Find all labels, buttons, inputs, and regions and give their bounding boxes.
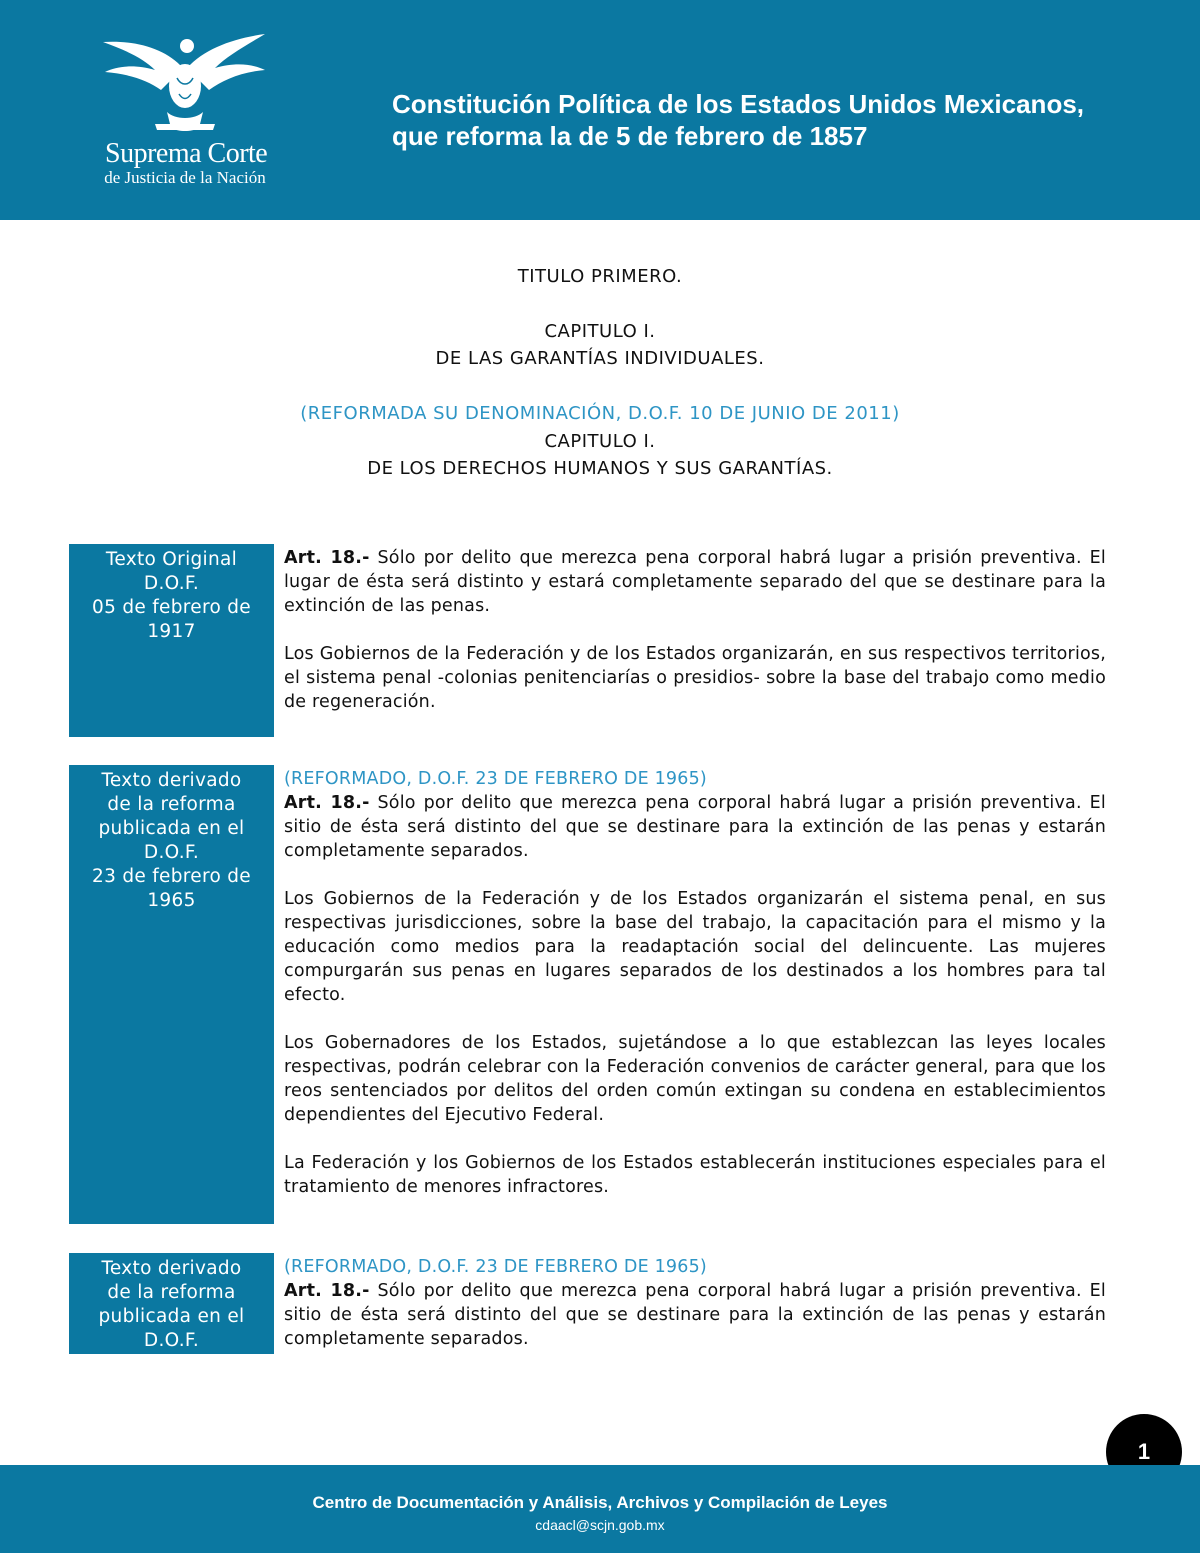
title-line-2: que reforma la de 5 de febrero de 1857 xyxy=(392,121,868,151)
article-number: Art. 18.- xyxy=(284,548,370,568)
label-line: de la reforma xyxy=(107,1282,236,1303)
article-paragraph: Los Gobiernos de la Federación y de los Estados organizarán el sistema penal, en sus respectivas jurisdicciones, sobre la base del trabajo, la capacitación para el mismo y la educación como medios para la readaptación social del delincuente. Las mujeres compurgarán sus penas en lugares separados de los destinados a los hombres para tal efecto. xyxy=(284,889,1106,1005)
section-label xyxy=(69,1253,274,1354)
article-text: Sólo por delito que merezca pena corporal habrá lugar a prisión preventiva. El sitio de ésta será distinto del que se destinare para la extinción de las penas y estarán completamente separados. xyxy=(284,793,1106,861)
article-paragraph: Los Gobernadores de los Estados, sujetándose a lo que establezcan las leyes locales respectivas, podrán celebrar con la Federación convenios de carácter general, para que los reos sentenciados por delitos del orden común extingan su condena en establecimientos dependientes del Ejecutivo Federal. xyxy=(284,1033,1106,1125)
label-line: Texto derivado xyxy=(101,1258,242,1279)
page-number-badge: 1 xyxy=(1106,1414,1182,1490)
capitulo-heading: CAPITULO I. xyxy=(544,321,656,342)
reform-note-heading: (REFORMADA SU DENOMINACIÓN, D.O.F. 10 DE JUNIO DE 2011) xyxy=(300,403,900,424)
section-content xyxy=(284,546,1106,714)
label-line: Texto derivado xyxy=(101,770,242,791)
footer-title: Centro de Documentación y Análisis, Archivos y Compilación de Leyes xyxy=(312,1493,888,1512)
document-title xyxy=(392,88,1172,152)
label-line: D.O.F. xyxy=(143,842,200,863)
footer-email: cdaacl@scjn.gob.mx xyxy=(535,1517,665,1533)
article-paragraph: La Federación y los Gobiernos de los Estados establecerán instituciones especiales para el tratamiento de menores infractores. xyxy=(284,1153,1106,1197)
page-footer xyxy=(0,1465,1200,1553)
label-line: D.O.F. xyxy=(143,1330,200,1351)
reform-note: (REFORMADO, D.O.F. 23 DE FEBRERO DE 1965) xyxy=(284,769,707,789)
reform-note: (REFORMADO, D.O.F. 23 DE FEBRERO DE 1965) xyxy=(284,1257,707,1277)
label-line: 1965 xyxy=(147,890,196,911)
scjn-logo xyxy=(95,28,275,188)
article-text: Sólo por delito que merezca pena corporal habrá lugar a prisión preventiva. El sitio de ésta será distinto del que se destinare para la extinción de las penas y estarán completamente separados. xyxy=(284,1281,1106,1349)
article-number: Art. 18.- xyxy=(284,1281,370,1301)
capitulo-name-reformed: DE LOS DERECHOS HUMANOS Y SUS GARANTÍAS. xyxy=(367,458,833,479)
section-content xyxy=(284,1255,1106,1351)
section-label xyxy=(69,765,274,1224)
eagle-emblem-icon xyxy=(95,28,275,138)
label-line: Texto Original xyxy=(105,549,238,570)
label-line: publicada en el xyxy=(98,1306,245,1327)
article-number: Art. 18.- xyxy=(284,793,370,813)
page-header xyxy=(0,0,1200,220)
capitulo-heading-reformed: CAPITULO I. xyxy=(544,431,656,452)
label-line: de la reforma xyxy=(107,794,236,815)
label-line: 23 de febrero de xyxy=(92,866,251,887)
titulo-heading: TITULO PRIMERO. xyxy=(517,266,683,287)
logo-name: Suprema Corte xyxy=(105,138,268,169)
label-line: D.O.F. xyxy=(143,573,200,594)
section-label xyxy=(69,544,274,737)
article-text: Sólo por delito que merezca pena corporal habrá lugar a prisión preventiva. El lugar de ésta será distinto y estará completamente separado del que se destinare para la extinción de las penas. xyxy=(284,548,1106,616)
label-line: 1917 xyxy=(147,621,196,642)
article-paragraph: Los Gobiernos de la Federación y de los Estados organizarán, en sus respectivos territorios, el sistema penal -colonias penitenciarías o presidios- sobre la base del trabajo como medio de regeneración. xyxy=(284,644,1106,712)
label-line: 05 de febrero de xyxy=(92,597,251,618)
logo-subtitle: de Justicia de la Nación xyxy=(104,168,266,187)
title-line-1: Constitución Política de los Estados Unidos Mexicanos, xyxy=(392,89,1085,119)
section-content xyxy=(284,767,1106,1199)
capitulo-name: DE LAS GARANTÍAS INDIVIDUALES. xyxy=(435,348,765,369)
label-line: publicada en el xyxy=(98,818,245,839)
